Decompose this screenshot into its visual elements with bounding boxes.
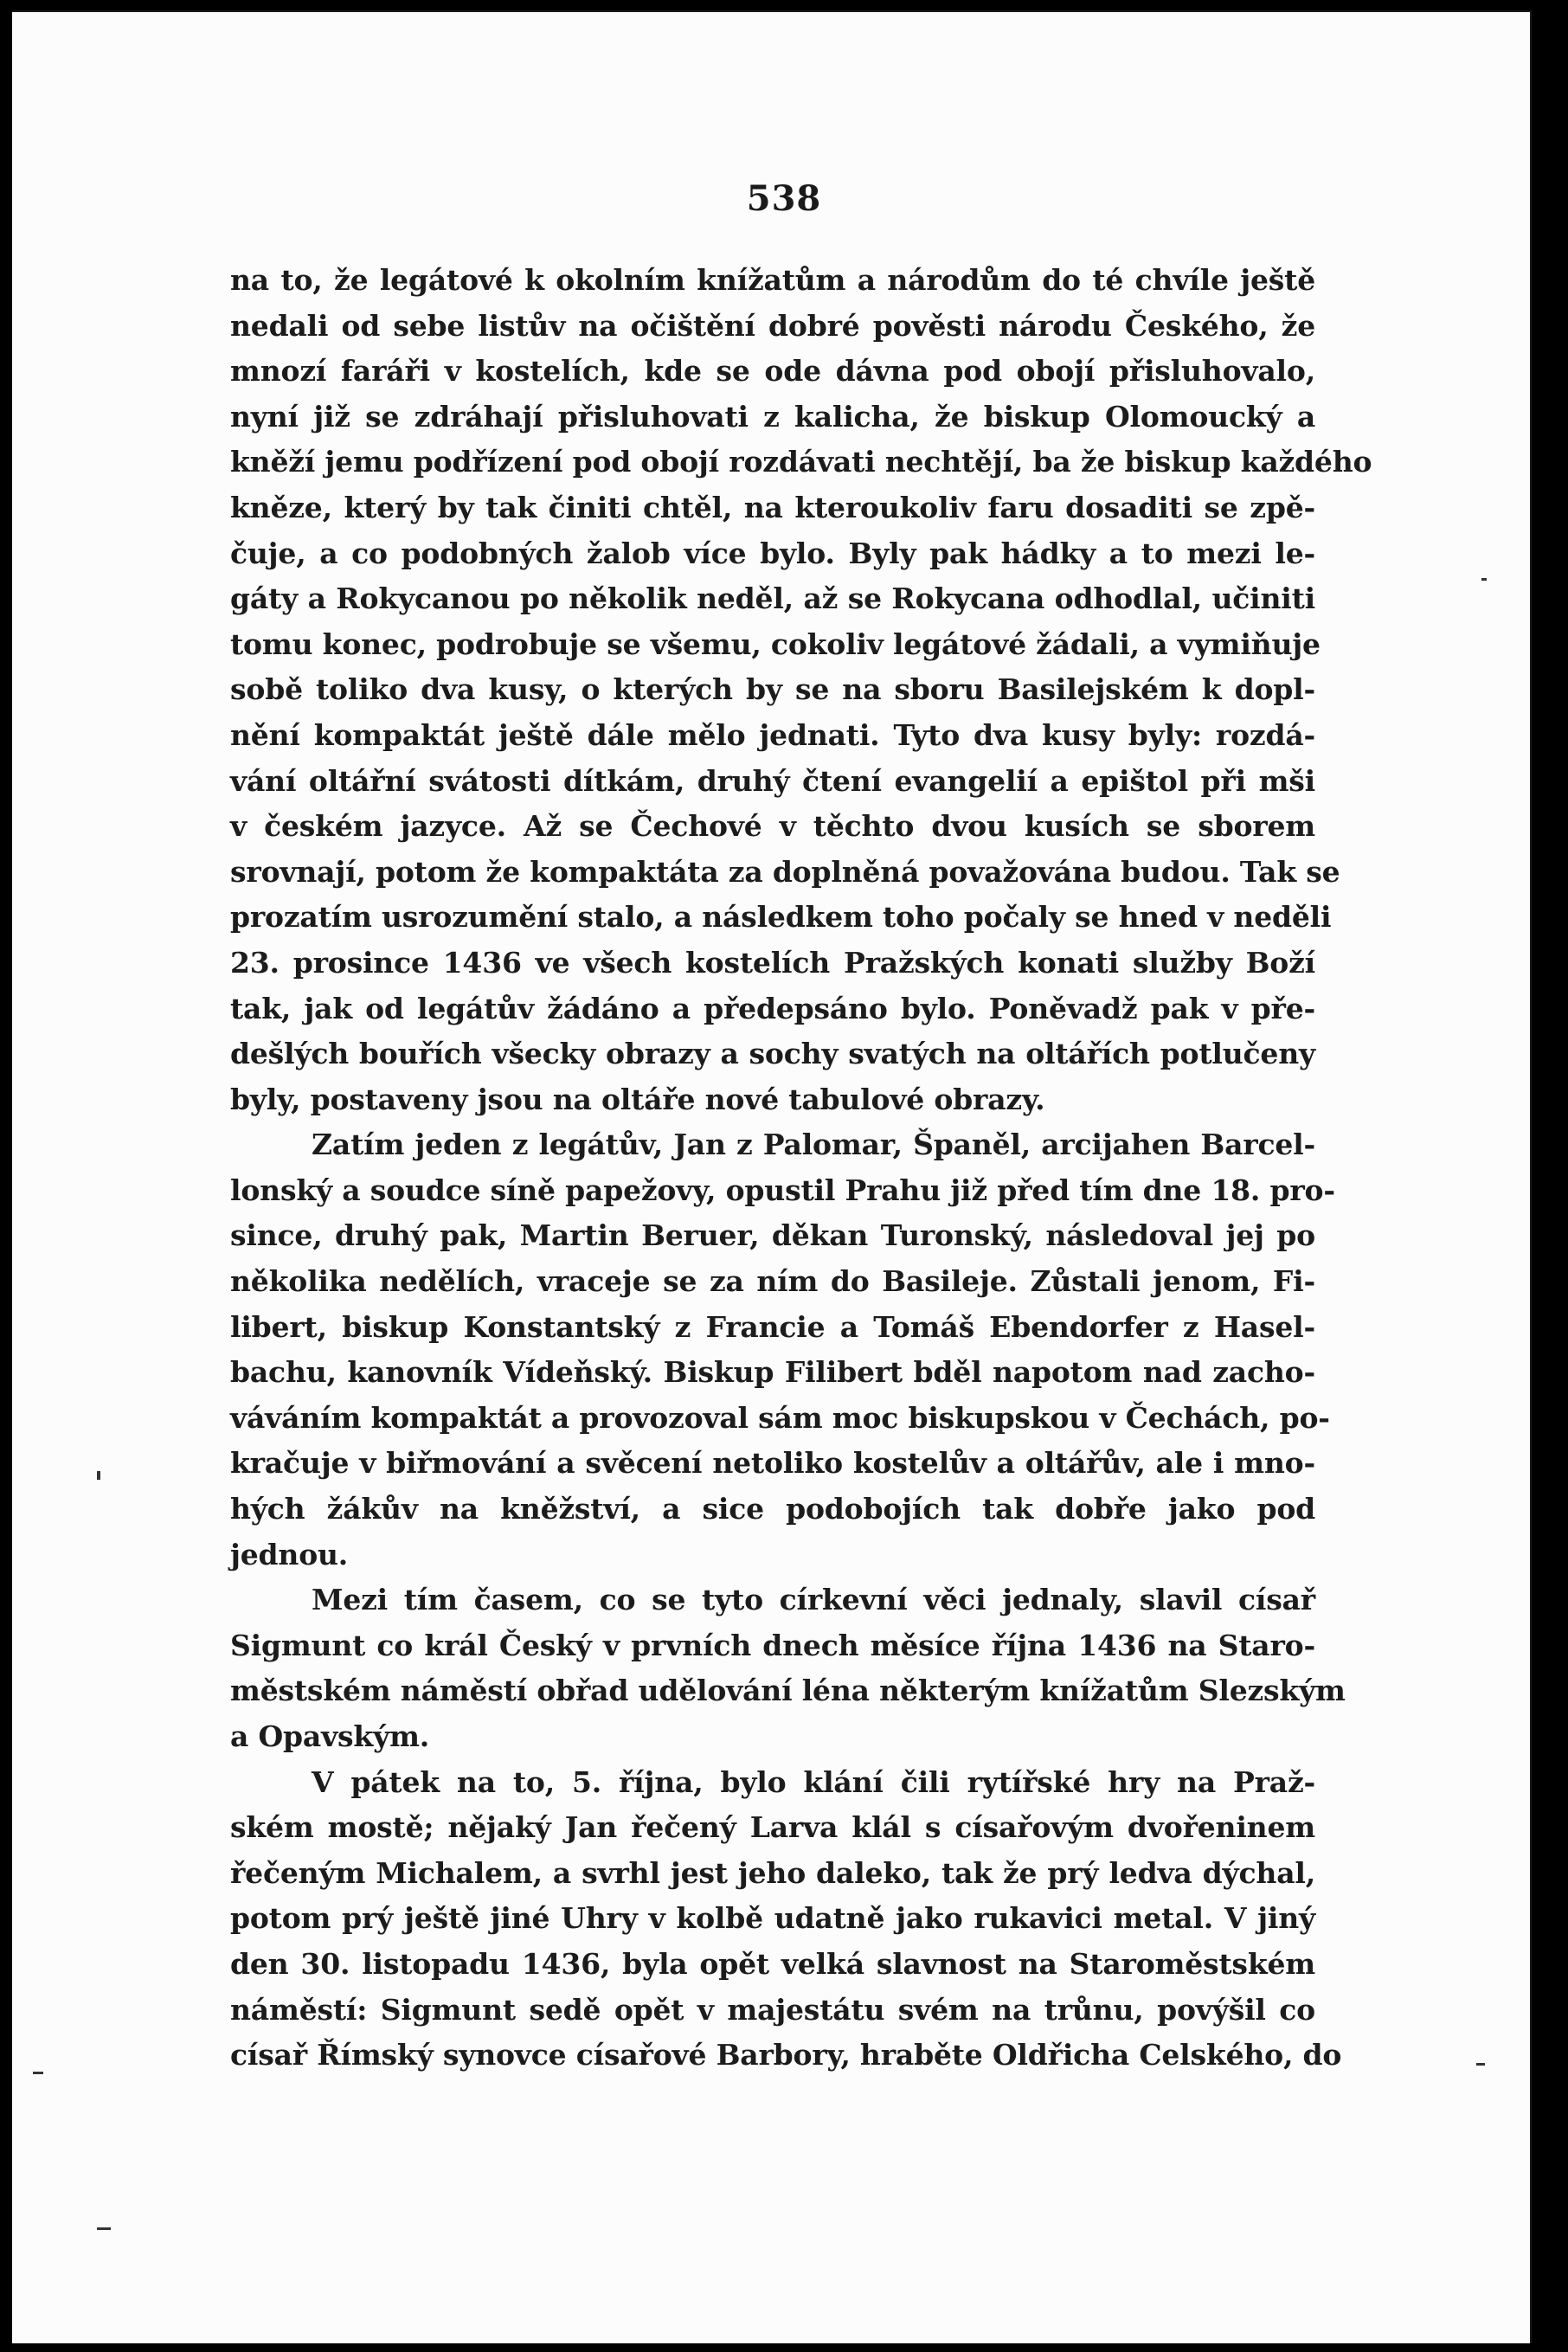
- text-line: tak, jak od legátův žádáno a předepsáno bylo. Poněvadž pak v pře-: [230, 991, 1315, 1025]
- paragraph-start-line: V pátek na to, 5. října, bylo klání čili rytířské hry na Praž-: [312, 1764, 1315, 1799]
- text-line: kněze, který by tak činiti chtěl, na kteroukoliv faru dosaditi se zpě-: [230, 490, 1315, 524]
- scan-speck: [1476, 2063, 1485, 2066]
- paragraph-end-line: a Opavským.: [230, 1719, 430, 1753]
- text-line: Sigmunt co král Český v prvních dnech měsíce října 1436 na Staro-: [230, 1628, 1315, 1662]
- text-line: potom prý ještě jiné Uhry v kolbě udatně jako rukavici metal. V jiný: [230, 1901, 1315, 1936]
- text-line: čuje, a co podobných žalob více bylo. Byly pak hádky a to mezi le-: [230, 536, 1315, 570]
- text-line: nyní již se zdráhají přisluhovati z kalicha, že biskup Olomoucký a: [230, 399, 1315, 434]
- text-line: mnozí faráři v kostelích, kde se ode dávna pod obojí přisluhovalo,: [230, 354, 1315, 389]
- text-line: kněží jemu podřízení pod obojí rozdávati nechtějí, ba že biskup každého: [230, 445, 1372, 479]
- text-line: nedali od sebe listův na očištění dobré pověsti národu Českého, že: [230, 308, 1315, 343]
- text-line: bachu, kanovník Vídeňský. Biskup Filibert bděl napotom nad zacho-: [230, 1355, 1315, 1390]
- text-line: vání oltářní svátosti dítkám, druhý čtení evangelií a epištol při mši: [230, 763, 1315, 798]
- text-line: městském náměstí obřad udělování léna některým knížatům Slezským: [230, 1674, 1346, 1708]
- paragraph-start-line: Zatím jeden z legátův, Jan z Palomar, Španěl, arcijahen Barcel-: [312, 1128, 1315, 1162]
- top-edge-mark: [12, 10, 1532, 12]
- right-edge-mark: [1530, 10, 1532, 2343]
- text-line: hých žákův na kněžství, a sice podobojích tak dobře jako pod: [230, 1492, 1315, 1526]
- scan-speck: [97, 2227, 111, 2230]
- text-line: nění kompaktát ještě dále mělo jednati. Tyto dva kusy byly: rozdá-: [230, 717, 1315, 752]
- paragraph-start-line: Mezi tím časem, co se tyto církevní věci jednaly, slavil císař: [312, 1583, 1315, 1617]
- text-line: několika nedělích, vraceje se za ním do Basileje. Zůstali jenom, Fi-: [230, 1264, 1315, 1299]
- scan-speck: [33, 2072, 43, 2074]
- text-line: prozatím usrozumění stalo, a následkem toho počaly se hned v neděli: [230, 900, 1332, 935]
- text-line: srovnají, potom že kompaktáta za doplněná považována budou. Tak se: [230, 854, 1340, 889]
- text-line: gáty a Rokycanou po několik neděl, až se Rokycana odhodlal, učiniti: [230, 582, 1315, 616]
- scan-speck: [1481, 578, 1487, 581]
- text-line: sobě toliko dva kusy, o kterých by se na sboru Basilejském k dopl-: [230, 672, 1315, 707]
- text-line: císař Římský synovce císařové Barbory, hraběte Oldřicha Celského, do: [230, 2038, 1342, 2072]
- paragraph-end-line: byly, postaveny jsou na oltáře nové tabulové obrazy.: [230, 1082, 1045, 1116]
- page-number: 538: [746, 178, 822, 219]
- body-text: [230, 258, 1372, 2079]
- text-line: náměstí: Sigmunt sedě opět v majestátu svém na trůnu, povýšil co: [230, 1992, 1315, 2027]
- text-line: tomu konec, podrobuje se všemu, cokoliv legátové žádali, a vymiňuje: [230, 627, 1321, 661]
- text-line: v českém jazyce. Až se Čechové v těchto dvou kusích se sborem: [230, 809, 1315, 844]
- text-line: den 30. listopadu 1436, byla opět velká slavnost na Staroměstském: [230, 1946, 1315, 1981]
- text-line: kračuje v biřmování a svěcení netoliko kostelův a oltářův, ale i mno-: [230, 1446, 1315, 1481]
- text-line: 23. prosince 1436 ve všech kostelích Pražských konati služby Boží: [230, 945, 1315, 980]
- text-line: na to, že legátové k okolním knížatům a národům do té chvíle ještě: [230, 263, 1315, 297]
- text-line: libert, biskup Konstantský z Francie a Tomáš Ebendorfer z Hasel-: [230, 1309, 1315, 1344]
- scan-speck: [97, 1471, 100, 1480]
- text-line: dešlých bouřích všecky obrazy a sochy svatých na oltářích potlučeny: [230, 1037, 1315, 1071]
- text-line: váváním kompaktát a provozoval sám moc biskupskou v Čechách, po-: [230, 1400, 1330, 1435]
- text-line: řečeným Michalem, a svrhl jest jeho daleko, tak že prý ledva dýchal,: [230, 1855, 1315, 1890]
- text-line: lonský a soudce síně papežovy, opustil Prahu již před tím dne 18. pro-: [230, 1173, 1335, 1207]
- paragraph-end-line: jednou.: [230, 1537, 349, 1571]
- text-line: since, druhý pak, Martin Beruer, děkan Turonský, následoval jej po: [230, 1218, 1315, 1253]
- text-line: ském mostě; nějaký Jan řečený Larva klál s císařovým dvořeninem: [230, 1810, 1315, 1845]
